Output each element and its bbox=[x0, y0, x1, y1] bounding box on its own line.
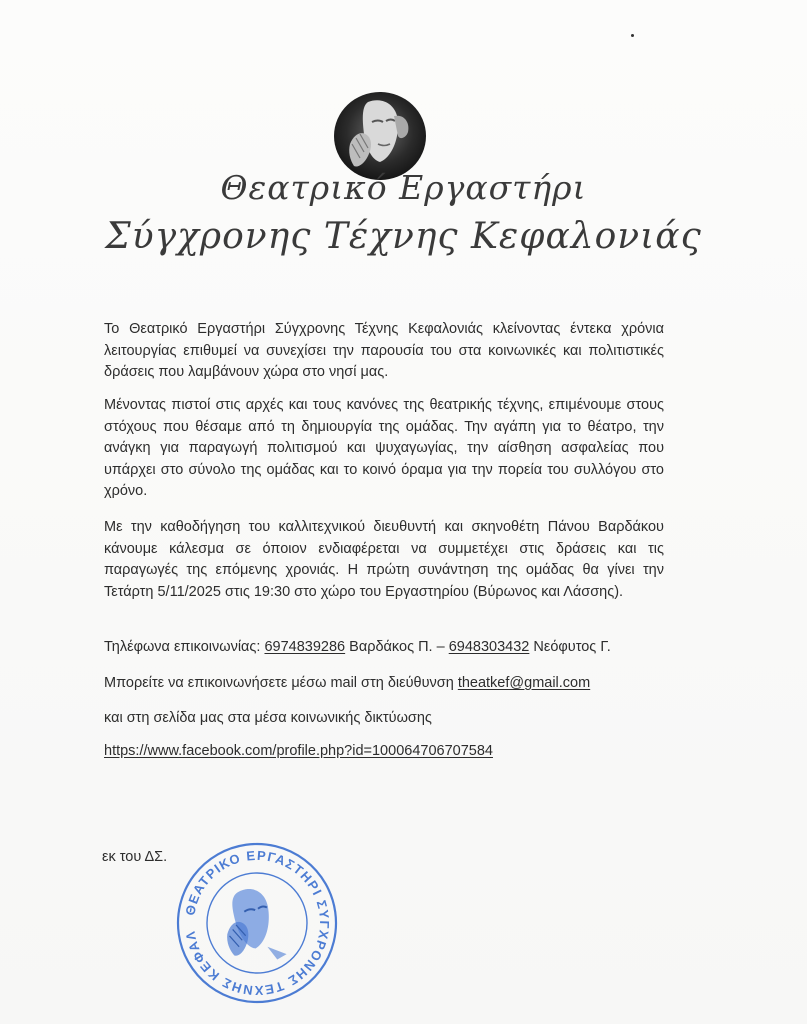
body-paragraph-1: Το Θεατρικό Εργαστήρι Σύγχρονης Τέχνης Κεφαλονιάς κλείνοντας έντεκα χρόνια λειτουργίας επιθυμεί να συνεχίσει την παρουσία του στα κοινωνικές και πολιτιστικές δράσεις που λαμβάνουν χώρα στο νησί μας. bbox=[104, 321, 664, 380]
body-paragraph-3: Με την καθοδήγηση του καλλιτεχνικού διευθυντή και σκηνοθέτη Πάνου Βαρδάκου κάνουμε κάλεσμα σε όποιον ενδιαφέρεται να συμμετέχει στις δράσεις και τις παραγωγές της επόμενης χρονιάς. Η πρώτη συνάντηση της ομάδας θα γίνει την Τετάρτη 5/11/2025 στις 19:30 στο χώρο του Εργαστηρίου (Βύρωνος και Λάσσης). bbox=[104, 519, 664, 600]
facebook-link[interactable]: https://www.facebook.com/profile.php?id=100064706707584 bbox=[104, 743, 493, 759]
page-title-line-2: Σύγχρονης Τέχνης Κεφαλονιάς bbox=[105, 216, 702, 257]
mail-label: Μπορείτε να επικοινωνήσετε μέσω mail στη διεύθυνση bbox=[104, 675, 458, 691]
page-title-line-1: Θεατρικό Εργαστήρι bbox=[220, 168, 587, 207]
contact-phones bbox=[104, 637, 611, 658]
phone-name-1: Βαρδάκος Π. – bbox=[345, 639, 449, 655]
signature-label: εκ του ΔΣ. bbox=[102, 849, 168, 865]
phone-link-1[interactable]: 6974839286 bbox=[264, 639, 346, 655]
email-link[interactable]: theatkef@gmail.com bbox=[457, 675, 591, 691]
stamp-text: ΘΕΑΤΡΙΚΟ ΕΡΓΑΣΤΗΡΙ ΣΥΓΧΡΟΝΗΣ ΤΕΧΝΗΣ ΚΕΦΑΛΟΝΙΑΣ bbox=[182, 847, 333, 999]
contact-email bbox=[104, 673, 590, 694]
body-paragraph-2: Μένοντας πιστοί στις αρχές και τους κανόνες της θεατρικής τέχνης, επιμένουμε στους στόχους που θέσαμε από τη δημιουργία της ομάδας. Την αγάπη για το θέατρο, την ανάγκη για παραγωγή πολιτισμού και ψυχαγωγίας, την αίσθηση ασφαλείας που υπάρχει στο σύνολο της ομάδας και το κοινό όραμα για την πορεία του συλλόγου στο χρόνο. bbox=[104, 397, 664, 499]
phone-link-2[interactable]: 6948303432 bbox=[448, 639, 530, 655]
social-label: και στη σελίδα μας στα μέσα κοινωνικής δικτύωσης bbox=[104, 710, 432, 726]
phone-name-2: Νεόφυτος Γ. bbox=[529, 639, 611, 655]
theatre-mask-stamp-icon bbox=[221, 885, 288, 966]
organisation-stamp bbox=[172, 838, 342, 1008]
phone-label: Τηλέφωνα επικοινωνίας: bbox=[104, 639, 265, 655]
scan-speck bbox=[631, 34, 634, 37]
